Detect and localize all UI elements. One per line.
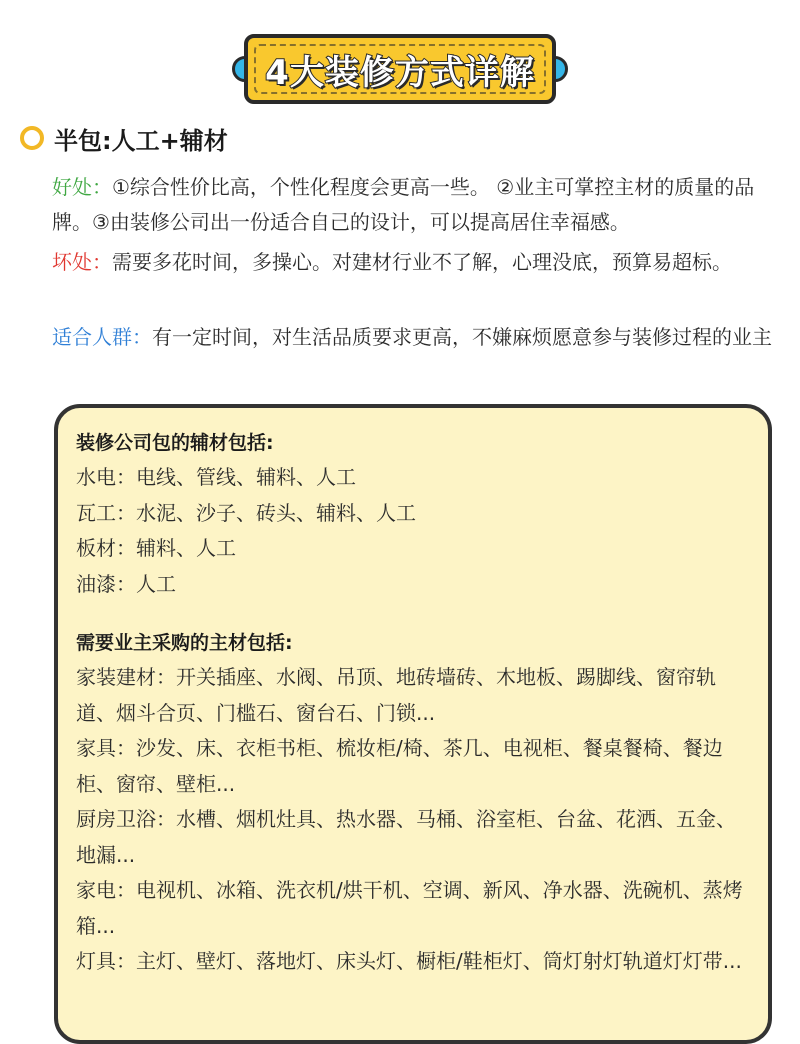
audience-text: 有一定时间，对生活品质要求更高，不嫌麻烦愿意参与装修过程的业主 bbox=[152, 325, 772, 349]
section-title: 半包:人工+辅材 bbox=[54, 126, 228, 155]
main-item: 家装建材：开关插座、水阀、吊顶、地砖墙砖、木地板、踢脚线、窗帘轨道、烟斗合页、门槛石、窗台石、门锁... bbox=[76, 665, 716, 725]
cons-text: 需要多花时间，多操心。对建材行业不了解，心理没底，预算易超标。 bbox=[112, 250, 732, 274]
cons-label: 坏处： bbox=[52, 250, 112, 274]
aux-item: 板材：辅料、人工 bbox=[76, 536, 236, 560]
pros-paragraph bbox=[52, 170, 782, 240]
main-item: 家具：沙发、床、衣柜书柜、梳妆柜/椅、茶几、电视柜、餐桌餐椅、餐边柜、窗帘、壁柜... bbox=[76, 736, 723, 796]
banner-title: 4大装修方式详解 bbox=[265, 53, 535, 93]
aux-item: 瓦工：水泥、沙子、砖头、辅料、人工 bbox=[76, 500, 416, 525]
cons-paragraph bbox=[52, 245, 782, 280]
pros-label: 好处： bbox=[52, 175, 112, 199]
aux-materials-heading: 装修公司包的辅材包括: bbox=[76, 432, 274, 454]
section-header bbox=[20, 120, 228, 156]
circle-bullet-icon bbox=[20, 126, 44, 150]
materials-card bbox=[54, 404, 772, 1044]
main-item: 家电：电视机、冰箱、洗衣机/烘干机、空调、新风、净水器、洗碗机、蒸烤箱... bbox=[76, 878, 743, 938]
main-item: 厨房卫浴：水槽、烟机灶具、热水器、马桶、浴室柜、台盆、花洒、五金、地漏... bbox=[76, 807, 736, 867]
aux-item: 油漆：人工 bbox=[76, 571, 176, 596]
aux-item: 水电：电线、管线、辅料、人工 bbox=[76, 465, 356, 489]
main-materials-heading: 需要业主采购的主材包括: bbox=[76, 632, 293, 654]
main-item: 灯具：主灯、壁灯、落地灯、床头灯、橱柜/鞋柜灯、筒灯射灯轨道灯灯带... bbox=[76, 949, 742, 973]
audience-paragraph bbox=[52, 320, 782, 355]
title-banner bbox=[232, 34, 568, 106]
pros-text: ①综合性价比高，个性化程度会更高一些。 ②业主可掌控主材的质量的品牌。③由装修公司出一份适合自己的设计，可以提高居住幸福感。 bbox=[52, 175, 755, 234]
card-spacer bbox=[76, 602, 748, 626]
audience-label: 适合人群： bbox=[52, 325, 152, 349]
